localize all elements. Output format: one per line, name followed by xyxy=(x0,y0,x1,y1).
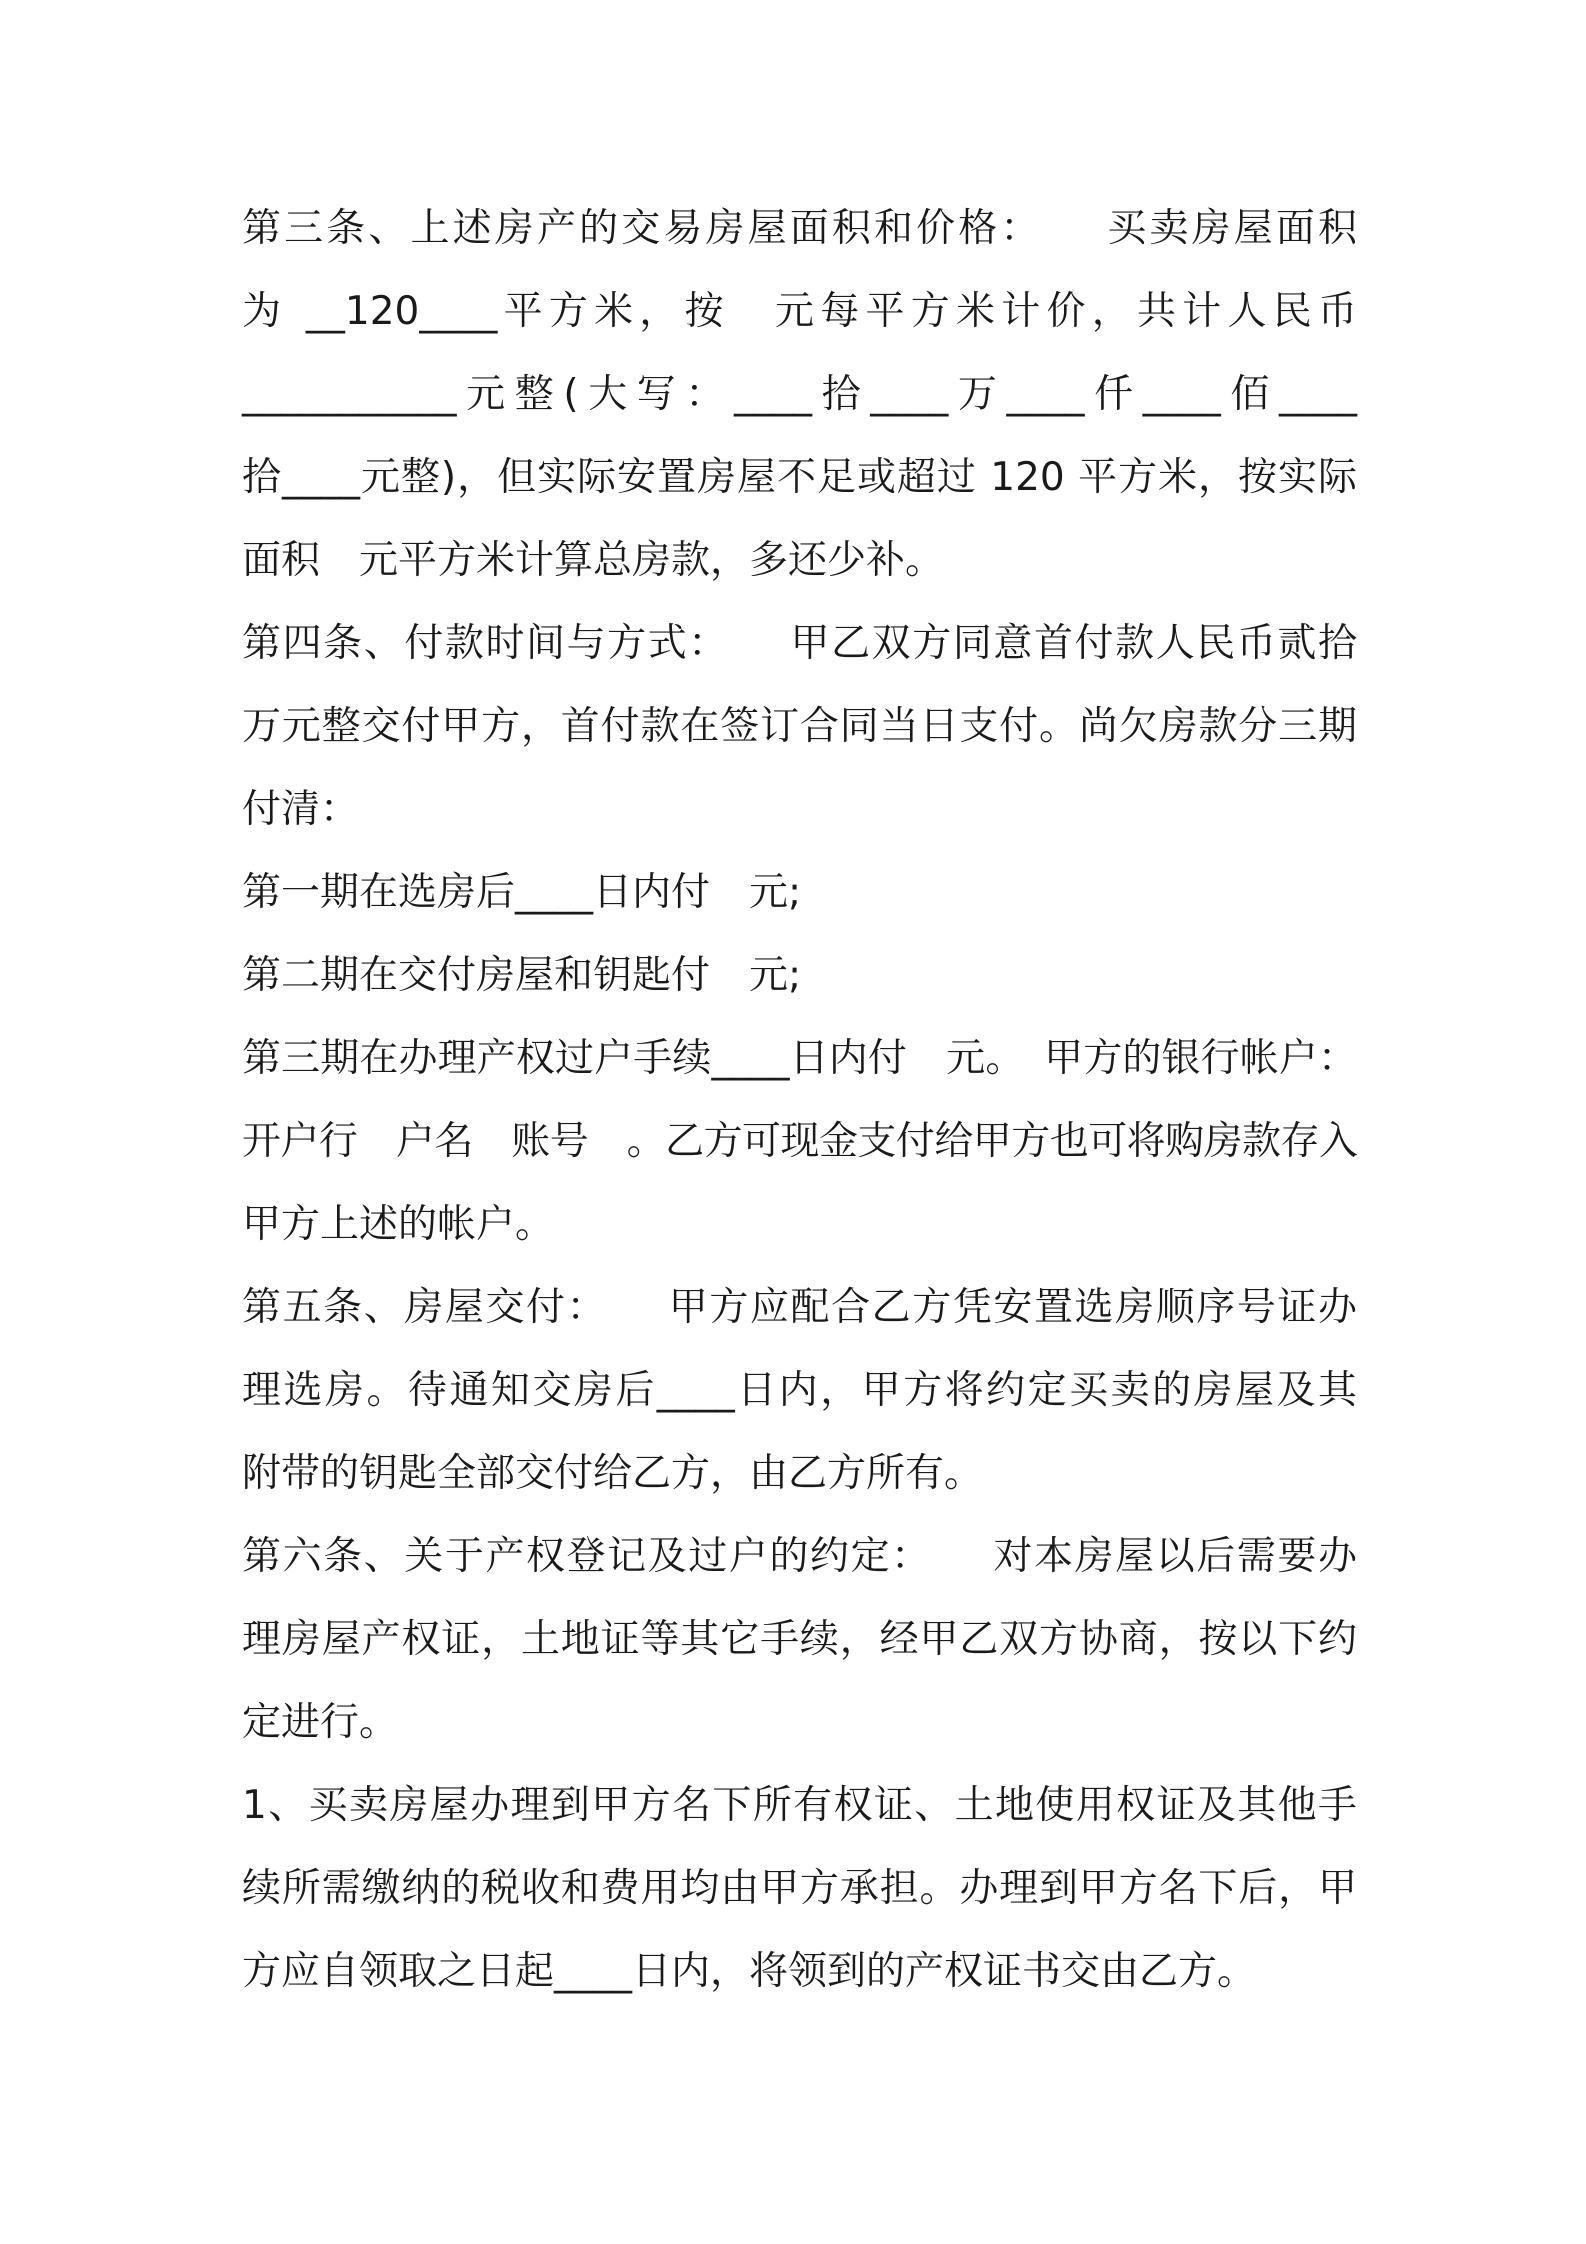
text-line: 理选房。待通知交房后____日内，甲方将约定买卖的房屋及其 xyxy=(242,1368,1357,1413)
text-line: 为 __120____平方米，按 元每平方米计价，共计人民币 xyxy=(242,289,1357,334)
text-line: 方应自领取之日起____日内，将领到的产权证书交由乙方。 xyxy=(242,1949,1257,1994)
text-line: ___________元整(大写：____拾____万____仟____佰____ xyxy=(242,372,1357,417)
text-line: 面积 元平方米计算总房款，多还少补。 xyxy=(242,538,945,583)
text-line: 理房屋产权证，土地证等其它手续，经甲乙双方协商，按以下约 xyxy=(242,1617,1357,1662)
text-line: 第五条、房屋交付： 甲方应配合乙方凭安置选房顺序号证办 xyxy=(242,1285,1357,1330)
text-line: 万元整交付甲方，首付款在签订合同当日支付。尚欠房款分三期 xyxy=(242,704,1357,749)
text-line: 第四条、付款时间与方式： 甲乙双方同意首付款人民币贰拾 xyxy=(242,621,1357,666)
text-line: 开户行 户名 账号 。乙方可现金支付给甲方也可将购房款存入 xyxy=(242,1119,1357,1164)
text-line: 拾____元整)，但实际安置房屋不足或超过 120 平方米，按实际 xyxy=(242,455,1357,500)
text-line: 第一期在选房后____日内付 元; xyxy=(242,870,802,915)
text-line: 第二期在交付房屋和钥匙付 元; xyxy=(242,953,802,998)
text-line: 定进行。 xyxy=(242,1700,399,1745)
text-line: 1、买卖房屋办理到甲方名下所有权证、土地使用权证及其他手 xyxy=(242,1783,1357,1828)
text-line: 第三条、上述房产的交易房屋面积和价格： 买卖房屋面积 xyxy=(242,206,1357,251)
text-line: 附带的钥匙全部交付给乙方，由乙方所有。 xyxy=(242,1451,984,1496)
text-line: 付清： xyxy=(242,787,360,832)
text-line: 甲方上述的帐户。 xyxy=(242,1202,555,1247)
text-line: 第三期在办理产权过户手续____日内付 元。 甲方的银行帐户： xyxy=(242,1036,1357,1081)
text-line: 续所需缴纳的税收和费用均由甲方承担。办理到甲方名下后，甲 xyxy=(242,1866,1357,1911)
text-line: 第六条、关于产权登记及过户的约定： 对本房屋以后需要办 xyxy=(242,1534,1357,1579)
